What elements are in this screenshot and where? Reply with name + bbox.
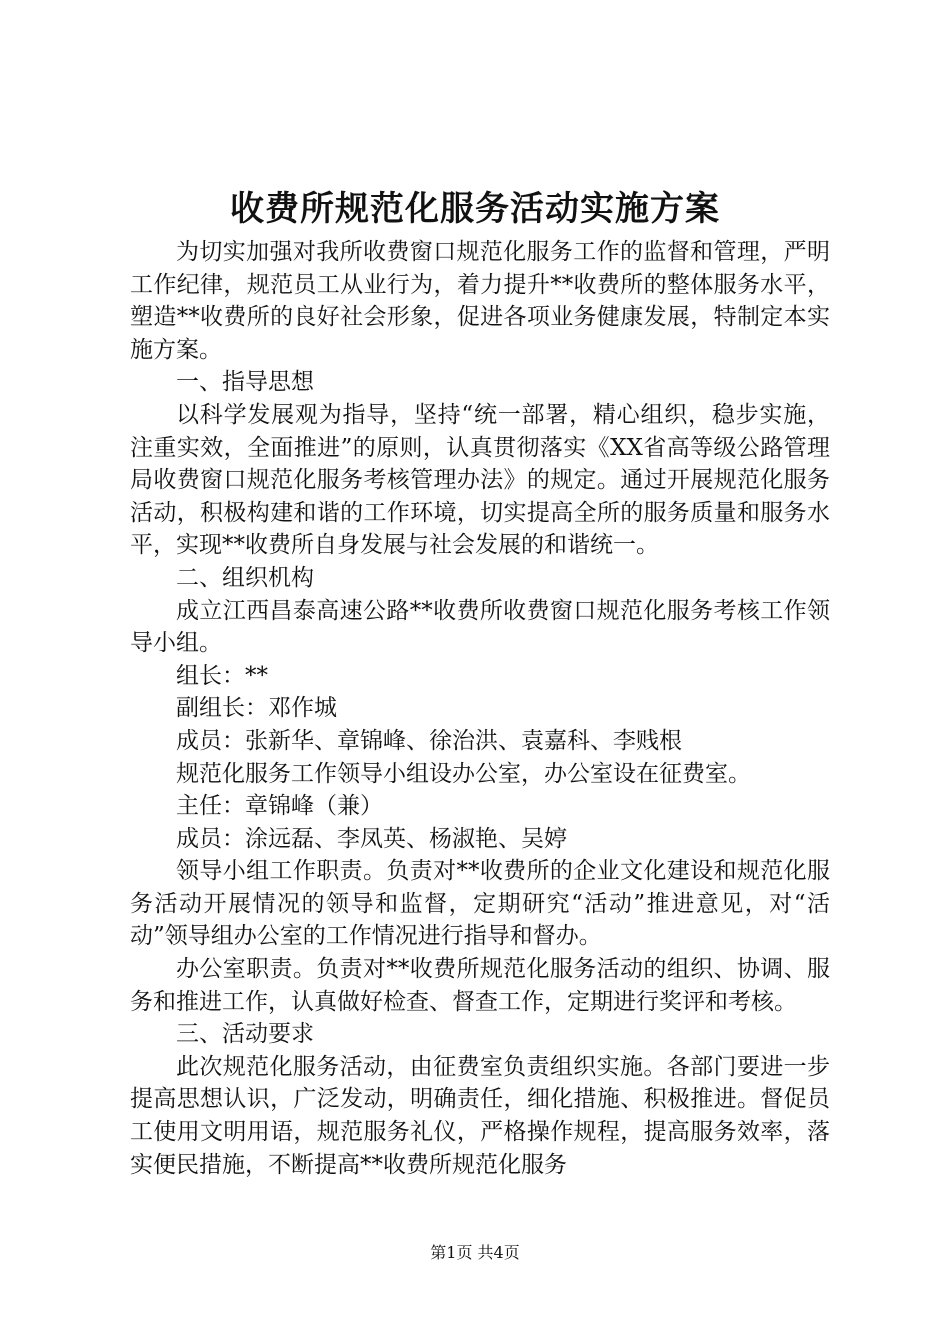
section-heading-organization: 二、组织机构 xyxy=(176,564,314,591)
section-heading-guiding-thought: 一、指导思想 xyxy=(176,369,314,396)
requirements-paragraph: 此次规范化服务活动，由征费室负责组织实施。各部门要进一步提高思想认识，广泛发动，明确责任，细化措施、积极推进。督促员工使用文明用语，规范服务礼仪，严格操作规程，提高服务效率，落实便民措施，不断提高**收费所规范化服务 xyxy=(130,1053,830,1178)
office-setup-line: 规范化服务工作领导小组设办公室，办公室设在征费室。 xyxy=(176,760,751,787)
organization-paragraph: 成立江西昌泰高速公路**收费所收费窗口规范化服务考核工作领导小组。 xyxy=(130,597,830,657)
group-leader-line: 组长：** xyxy=(176,662,268,689)
guiding-thought-paragraph: 以科学发展观为指导，坚持“统一部署，精心组织，稳步实施，注重实效，全面推进”的原则，认真贯彻落实《XX省高等级公路管理局收费窗口规范化服务考核管理办法》的规定。通过开展规范化服务活动，积极构建和谐的工作环境，切实提高全所的服务质量和服务水平，实现**收费所自身发展与社会发展的和谐统一。 xyxy=(130,401,830,559)
leadership-duties-paragraph: 领导小组工作职责。负责对**收费所的企业文化建设和规范化服务活动开展情况的领导和监督，定期研究“活动”推进意见，对“活动”领导组办公室的工作情况进行指导和督办。 xyxy=(130,858,830,950)
office-members-line: 成员：涂远磊、李凤英、杨淑艳、吴婷 xyxy=(176,825,567,852)
document-title: 收费所规范化服务活动实施方案 xyxy=(230,189,720,229)
office-director-line: 主任：章锦峰（兼） xyxy=(176,793,383,820)
section-heading-requirements: 三、活动要求 xyxy=(176,1021,314,1048)
office-duties-paragraph: 办公室职责。负责对**收费所规范化服务活动的组织、协调、服务和推进工作，认真做好检查、督查工作，定期进行奖评和考核。 xyxy=(130,956,830,1015)
members-line: 成员：张新华、章锦峰、徐治洪、袁嘉科、李贱根 xyxy=(176,727,682,754)
document-body xyxy=(130,236,830,1181)
deputy-leader-line: 副组长：邓作城 xyxy=(176,695,337,722)
intro-paragraph: 为切实加强对我所收费窗口规范化服务工作的监督和管理，严明工作纪律，规范员工从业行为，着力提升**收费所的整体服务水平，塑造**收费所的良好社会形象，促进各项业务健康发展，特制定本实施方案。 xyxy=(130,239,830,363)
page-footer: 第1页 共4页 xyxy=(430,1243,520,1262)
